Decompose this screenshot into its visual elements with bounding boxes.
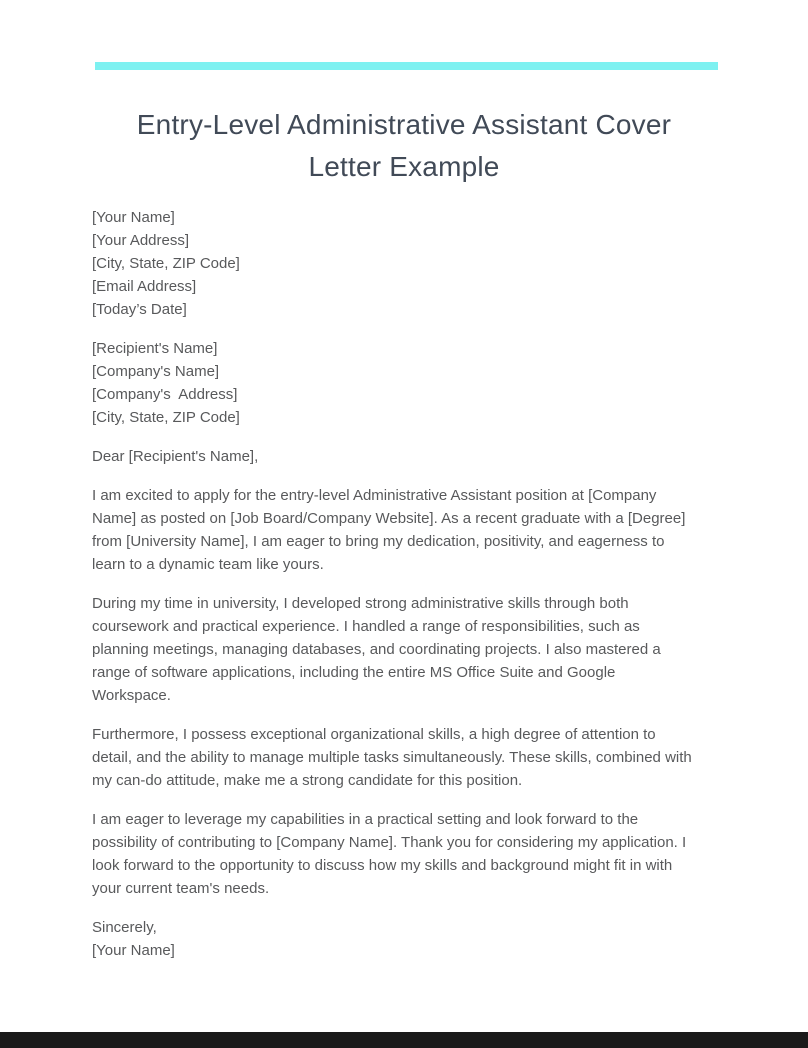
sender-name-line: [Your Name] <box>92 209 175 226</box>
sender-block <box>92 206 692 321</box>
letter-body <box>92 206 696 962</box>
bottom-footer-bar <box>0 1032 808 1048</box>
salutation: Dear [Recipient's Name], <box>92 448 259 465</box>
top-accent-bar <box>95 62 718 70</box>
body-paragraph-1: I am excited to apply for the entry-level Administrative Assistant position at [Company Name] as posted on [Job Board/Company Website]. As a recent graduate with a [Degree] from [University Name], I am eager to bring my dedication, positivity, and eagerness to learn to a dynamic team like yours. <box>92 487 690 573</box>
recipient-company-line: [Company's Name] <box>92 363 220 380</box>
closing-signature-line: [Your Name] <box>92 942 175 959</box>
recipient-block <box>92 337 692 429</box>
page-title: Entry-Level Administrative Assistant Cover Letter Example <box>136 109 672 182</box>
body-paragraph-4: I am eager to leverage my capabilities in a practical setting and look forward to the possibility of contributing to [Company Name]. Thank you for considering my application. I look forward to the opportunity to discuss how my skills and background might fit in with your current team's needs. <box>92 811 691 897</box>
closing-block <box>92 916 692 962</box>
sender-date-line: [Today’s Date] <box>92 301 187 318</box>
sender-email-line: [Email Address] <box>92 278 197 295</box>
closing-salutation-line: Sincerely, <box>92 919 157 936</box>
body-paragraph-3: Furthermore, I possess exceptional organizational skills, a high degree of attention to detail, and the ability to manage multiple tasks simultaneously. These skills, combined with my can-do attitude, make me a strong candidate for this position. <box>92 726 696 789</box>
sender-city-line: [City, State, ZIP Code] <box>92 255 240 272</box>
sender-address-line: [Your Address] <box>92 232 190 249</box>
recipient-company-address-line: [Company's Address] <box>92 386 238 403</box>
recipient-city-line: [City, State, ZIP Code] <box>92 409 240 426</box>
recipient-name-line: [Recipient's Name] <box>92 340 218 357</box>
body-paragraph-2: During my time in university, I developed strong administrative skills through both coursework and practical experience. I handled a range of responsibilities, such as planning meetings, managing databases, and coordinating projects. I also mastered a range of software applications, including the entire MS Office Suite and Google Workspace. <box>92 595 665 704</box>
